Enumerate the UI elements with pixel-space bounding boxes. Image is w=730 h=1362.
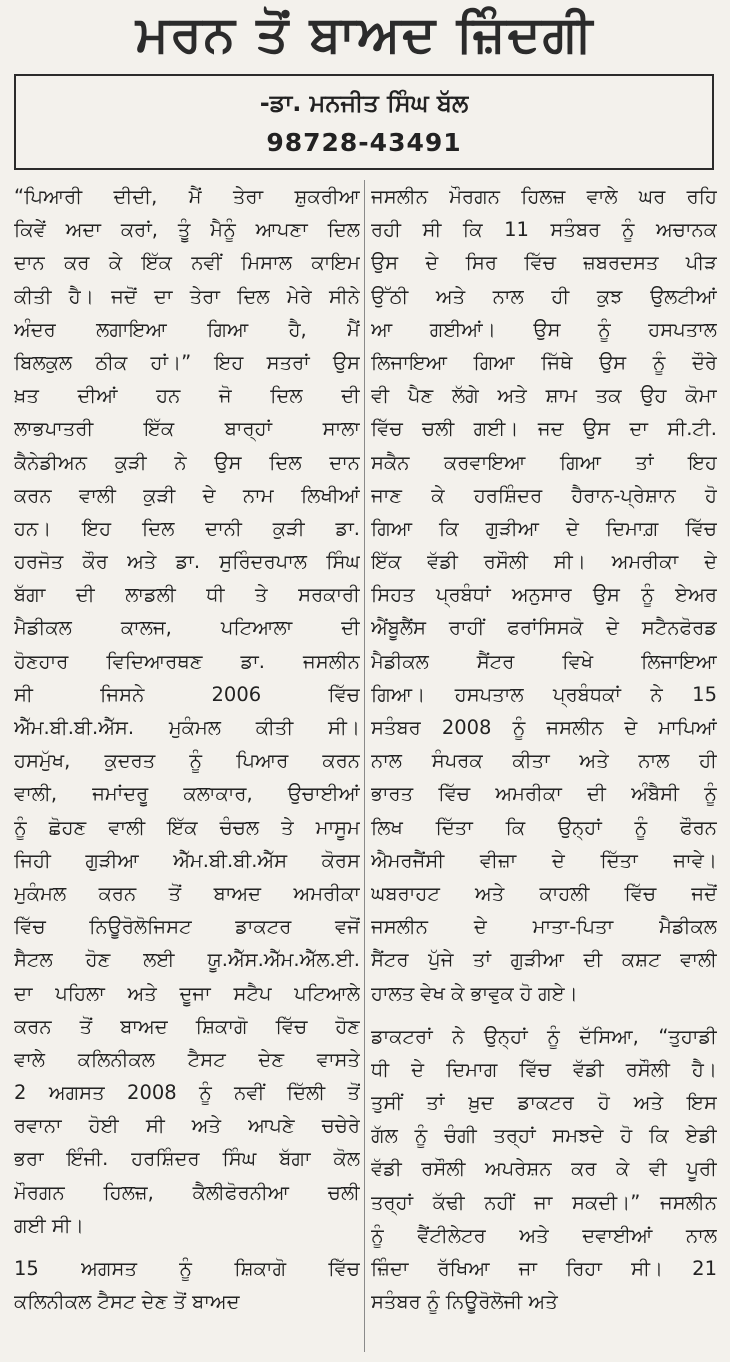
- text-line: ਸਿਹਤ ਪ੍ਰਬੰਧਾਂ ਅਨੁਸਾਰ ਉਸ ਨੂੰ ਏਅਰ: [371, 583, 717, 607]
- text-line: ਮੁਕੰਮਲ ਕਰਨ ਤੋਂ ਬਾਅਦ ਅਮਰੀਕਾ: [14, 881, 360, 905]
- right-column: [371, 180, 717, 1318]
- text-line: ਹੋਣਹਾਰ ਵਿਦਿਆਰਥਣ ਡਾ. ਜਸਲੀਨ: [14, 649, 360, 673]
- text-line: ਘਬਰਾਹਟ ਅਤੇ ਕਾਹਲੀ ਵਿੱਚ ਜਦੋਂ: [371, 881, 717, 905]
- text-line: 2 ਅਗਸਤ 2008 ਨੂੰ ਨਵੀਂ ਦਿੱਲੀ ਤੋਂ: [14, 1081, 360, 1105]
- text-line: ਜਾਣ ਕੇ ਹਰਸ਼ਿੰਦਰ ਹੈਰਾਨ-ਪ੍ਰੇਸ਼ਾਨ ਹੋ: [371, 483, 717, 507]
- text-line: ਲਿਖ ਦਿੱਤਾ ਕਿ ਉਨ੍ਹਾਂ ਨੂੰ ਫੌਰਨ: [371, 815, 717, 839]
- text-line: ਦਾਨ ਕਰ ਕੇ ਇੱਕ ਨਵੀਂ ਮਿਸਾਲ ਕਾਇਮ: [14, 251, 360, 275]
- text-line: ਤਰ੍ਹਾਂ ਕੱਢੀ ਨਹੀਂ ਜਾ ਸਕਦੀ।” ਜਸਲੀਨ: [371, 1190, 717, 1214]
- text-line: ਕਰਨ ਵਾਲੀ ਕੁੜੀ ਦੇ ਨਾਮ ਲਿਖੀਆਂ: [14, 483, 360, 507]
- text-line: ਕਿਵੇਂ ਅਦਾ ਕਰਾਂ, ਤੂੰ ਮੈਨੂੰ ਆਪਣਾ ਦਿਲ: [14, 218, 360, 242]
- text-line: ਭਾਰਤ ਵਿੱਚ ਅਮਰੀਕਾ ਦੀ ਅੰਬੈਸੀ ਨੂੰ: [371, 782, 717, 806]
- text-line: ਗਈ ਸੀ।: [14, 1213, 84, 1237]
- text-line: ਬੱਗਾ ਦੀ ਲਾਡਲੀ ਧੀ ਤੇ ਸਰਕਾਰੀ: [14, 583, 360, 607]
- text-line: ਇੱਕ ਵੱਡੀ ਰਸੌਲੀ ਸੀ। ਅਮਰੀਕਾ ਦੇ: [371, 550, 717, 574]
- text-line: ਮੌਰਗਨ ਹਿਲਜ਼, ਕੈਲੀਫੋਰਨੀਆ ਚਲੀ: [14, 1180, 360, 1204]
- text-line: ਧੀ ਦੇ ਦਿਮਾਗ ਵਿੱਚ ਵੱਡੀ ਰਸੌਲੀ ਹੈ।: [371, 1057, 717, 1081]
- text-line: ਜਿਹੀ ਗੁੜੀਆ ਐੱਮ.ਬੀ.ਬੀ.ਐੱਸ ਕੋਰਸ: [14, 848, 360, 872]
- text-line: ਹਰਜੋਤ ਕੌਰ ਅਤੇ ਡਾ. ਸੁਰਿੰਦਰਪਾਲ ਸਿੰਘ: [14, 550, 360, 574]
- text-line: ਵਾਲੀ, ਜਮਾਂਦਰੂ ਕਲਾਕਾਰ, ਉਚਾਈਆਂ: [14, 782, 360, 806]
- author-byline: -ਡਾ. ਮਨਜੀਤ ਸਿੰਘ ਬੱਲ: [259, 89, 469, 117]
- text-line: ਹਾਲਤ ਵੇਖ ਕੇ ਭਾਵੁਕ ਹੋ ਗਏ।: [371, 981, 578, 1005]
- headline: ਮਰਨ ਤੋਂ ਬਾਅਦ ਜ਼ਿੰਦਗੀ: [135, 5, 595, 63]
- text-line: ਕੀਤੀ ਹੈ। ਜਦੋਂ ਦਾ ਤੇਰਾ ਦਿਲ ਮੇਰੇ ਸੀਨੇ: [14, 284, 360, 308]
- text-line: ਤੁਸੀਂ ਤਾਂ ਖ਼ੁਦ ਡਾਕਟਰ ਹੋ ਅਤੇ ਇਸ: [371, 1091, 717, 1115]
- text-line: ਰਹੀ ਸੀ ਕਿ 11 ਸਤੰਬਰ ਨੂੰ ਅਚਾਨਕ: [371, 218, 717, 242]
- text-line: ਹਨ। ਇਹ ਦਿਲ ਦਾਨੀ ਕੁੜੀ ਡਾ.: [14, 516, 360, 540]
- text-line: ਵਿੱਚ ਚਲੀ ਗਈ। ਜਦ ਉਸ ਦਾ ਸੀ.ਟੀ.: [371, 417, 717, 441]
- text-line: ਵੀ ਪੈਣ ਲੱਗੇ ਅਤੇ ਸ਼ਾਮ ਤਕ ਉਹ ਕੋਮਾ: [371, 384, 717, 408]
- text-line: ਐਂਬੂਲੈਂਸ ਰਾਹੀਂ ਫਰਾਂਸਿਸਕੋ ਦੇ ਸਟੈਨਫੋਰਡ: [371, 616, 717, 640]
- text-line: ਅੰਦਰ ਲਗਾਇਆ ਗਿਆ ਹੈ, ਮੈਂ: [14, 317, 360, 341]
- text-line: ਮੈਡੀਕਲ ਕਾਲਜ, ਪਟਿਆਲਾ ਦੀ: [14, 616, 360, 640]
- text-line: ਕਰਨ ਤੋਂ ਬਾਅਦ ਸ਼ਿਕਾਗੋ ਵਿੱਚ ਹੋਣ: [14, 1014, 360, 1038]
- text-line: ਹਸਮੁੱਖ, ਕੁਦਰਤ ਨੂੰ ਪਿਆਰ ਕਰਨ: [14, 749, 360, 773]
- text-line: ਜ਼ਿੰਦਾ ਰੱਖਿਆ ਜਾ ਰਿਹਾ ਸੀ। 21: [371, 1257, 717, 1280]
- text-line: ਦਾ ਪਹਿਲਾ ਅਤੇ ਦੂਜਾ ਸਟੈਪ ਪਟਿਆਲੇ: [14, 981, 360, 1005]
- text-line: ਭਰਾ ਇੰਜੀ. ਹਰਸ਼ਿੰਦਰ ਸਿੰਘ ਬੱਗਾ ਕੋਲ: [14, 1147, 360, 1171]
- text-line: ਸਤੰਬਰ ਨੂੰ ਨਿਊਰੋਲੋਜੀ ਅਤੇ: [371, 1290, 558, 1314]
- text-line: ਨੂੰ ਛੋਹਣ ਵਾਲੀ ਇੱਕ ਚੰਚਲ ਤੇ ਮਾਸੂਮ: [14, 815, 360, 839]
- text-line: ਸਕੈਨ ਕਰਵਾਇਆ ਗਿਆ ਤਾਂ ਇਹ: [371, 450, 717, 474]
- text-line: ਗਿਆ ਕਿ ਗੁੜੀਆ ਦੇ ਦਿਮਾਗ਼ ਵਿੱਚ: [371, 516, 717, 540]
- text-line: ਵੱਡੀ ਰਸੌਲੀ ਅਪਰੇਸ਼ਨ ਕਰ ਕੇ ਵੀ ਪੂਰੀ: [371, 1157, 717, 1181]
- author-phone: 98728-43491: [266, 128, 462, 157]
- text-line: ਰਵਾਨਾ ਹੋਈ ਸੀ ਅਤੇ ਆਪਣੇ ਚਚੇਰੇ: [14, 1114, 360, 1138]
- text-line: 15 ਅਗਸਤ ਨੂੰ ਸ਼ਿਕਾਗੋ ਵਿੱਚ: [14, 1257, 360, 1280]
- text-line: ਸੀ ਜਿਸਨੇ 2006 ਵਿੱਚ: [14, 682, 360, 706]
- column-divider: [364, 180, 365, 1352]
- text-line: ਗੱਲ ਨੂੰ ਚੰਗੀ ਤਰ੍ਹਾਂ ਸਮਝਦੇ ਹੋ ਕਿ ਏਡੀ: [371, 1124, 717, 1148]
- text-line: ਕਲਿਨੀਕਲ ਟੈਸਟ ਦੇਣ ਤੋਂ ਬਾਅਦ: [14, 1290, 240, 1314]
- byline-box: [14, 74, 714, 170]
- text-line: ਲਾਭਪਾਤਰੀ ਇੱਕ ਬਾਰ੍ਹਾਂ ਸਾਲਾ: [14, 417, 360, 441]
- text-line: ਉਸ ਦੇ ਸਿਰ ਵਿੱਚ ਜ਼ਬਰਦਸਤ ਪੀੜ: [371, 251, 717, 275]
- text-line: ਜਸਲੀਨ ਮੌਰਗਨ ਹਿਲਜ਼ ਵਾਲੇ ਘਰ ਰਹਿ: [371, 185, 717, 208]
- text-line: ਵਿੱਚ ਨਿਊਰੋਲੋਜਿਸਟ ਡਾਕਟਰ ਵਜੋਂ: [14, 915, 360, 939]
- text-line: ਡਾਕਟਰਾਂ ਨੇ ਉਨ੍ਹਾਂ ਨੂੰ ਦੱਸਿਆ, “ਤੁਹਾਡੀ: [371, 1024, 717, 1048]
- text-line: ਕੈਨੇਡੀਅਨ ਕੁੜੀ ਨੇ ਉਸ ਦਿਲ ਦਾਨ: [14, 450, 360, 474]
- text-line: ਖ਼ਤ ਦੀਆਂ ਹਨ ਜੋ ਦਿਲ ਦੀ: [14, 384, 360, 408]
- text-line: ਉੱਠੀ ਅਤੇ ਨਾਲ ਹੀ ਕੁਝ ਉਲਟੀਆਂ: [371, 284, 717, 308]
- text-line: ਸਤੰਬਰ 2008 ਨੂੰ ਜਸਲੀਨ ਦੇ ਮਾਪਿਆਂ: [371, 716, 717, 739]
- text-line: ਬਿਲਕੁਲ ਠੀਕ ਹਾਂ।” ਇਹ ਸਤਰਾਂ ਉਸ: [14, 350, 360, 374]
- text-line: ਨੂੰ ਵੈਂਟੀਲੇਟਰ ਅਤੇ ਦਵਾਈਆਂ ਨਾਲ: [371, 1223, 717, 1247]
- paragraph-gap: [14, 1242, 360, 1252]
- text-line: ਐਮਰਜੈਂਸੀ ਵੀਜ਼ਾ ਦੇ ਦਿੱਤਾ ਜਾਵੇ।: [371, 848, 717, 872]
- text-line: ਵਾਲੇ ਕਲਿਨੀਕਲ ਟੈਸਟ ਦੇਣ ਵਾਸਤੇ: [14, 1047, 360, 1071]
- text-line: ਸੈਂਟਰ ਪੁੱਜੇ ਤਾਂ ਗੁੜੀਆ ਦੀ ਕਸ਼ਟ ਵਾਲੀ: [371, 948, 717, 972]
- text-line: “ਪਿਆਰੀ ਦੀਦੀ, ਮੈਂ ਤੇਰਾ ਸ਼ੁਕਰੀਆ: [14, 185, 360, 208]
- text-line: ਸੈਟਲ ਹੋਣ ਲਈ ਯੂ.ਐੱਸ.ਐੱਮ.ਐੱਲ.ਈ.: [14, 948, 360, 972]
- text-line: ਨਾਲ ਸੰਪਰਕ ਕੀਤਾ ਅਤੇ ਨਾਲ ਹੀ: [371, 749, 717, 773]
- text-line: ਜਸਲੀਨ ਦੇ ਮਾਤਾ-ਪਿਤਾ ਮੈਡੀਕਲ: [371, 915, 717, 939]
- text-line: ਮੈਡੀਕਲ ਸੈਂਟਰ ਵਿਖੇ ਲਿਜਾਇਆ: [371, 649, 717, 673]
- text-line: ਐੱਮ.ਬੀ.ਬੀ.ਐੱਸ. ਮੁਕੰਮਲ ਕੀਤੀ ਸੀ।: [14, 716, 360, 739]
- text-line: ਆ ਗਈਆਂ। ਉਸ ਨੂੰ ਹਸਪਤਾਲ: [371, 317, 717, 341]
- left-column: [14, 180, 360, 1318]
- text-line: ਗਿਆ। ਹਸਪਤਾਲ ਪ੍ਰਬੰਧਕਾਂ ਨੇ 15: [371, 682, 717, 706]
- text-line: ਲਿਜਾਇਆ ਗਿਆ ਜਿੱਥੇ ਉਸ ਨੂੰ ਦੌਰੇ: [371, 350, 717, 374]
- paragraph-gap: [371, 1010, 717, 1020]
